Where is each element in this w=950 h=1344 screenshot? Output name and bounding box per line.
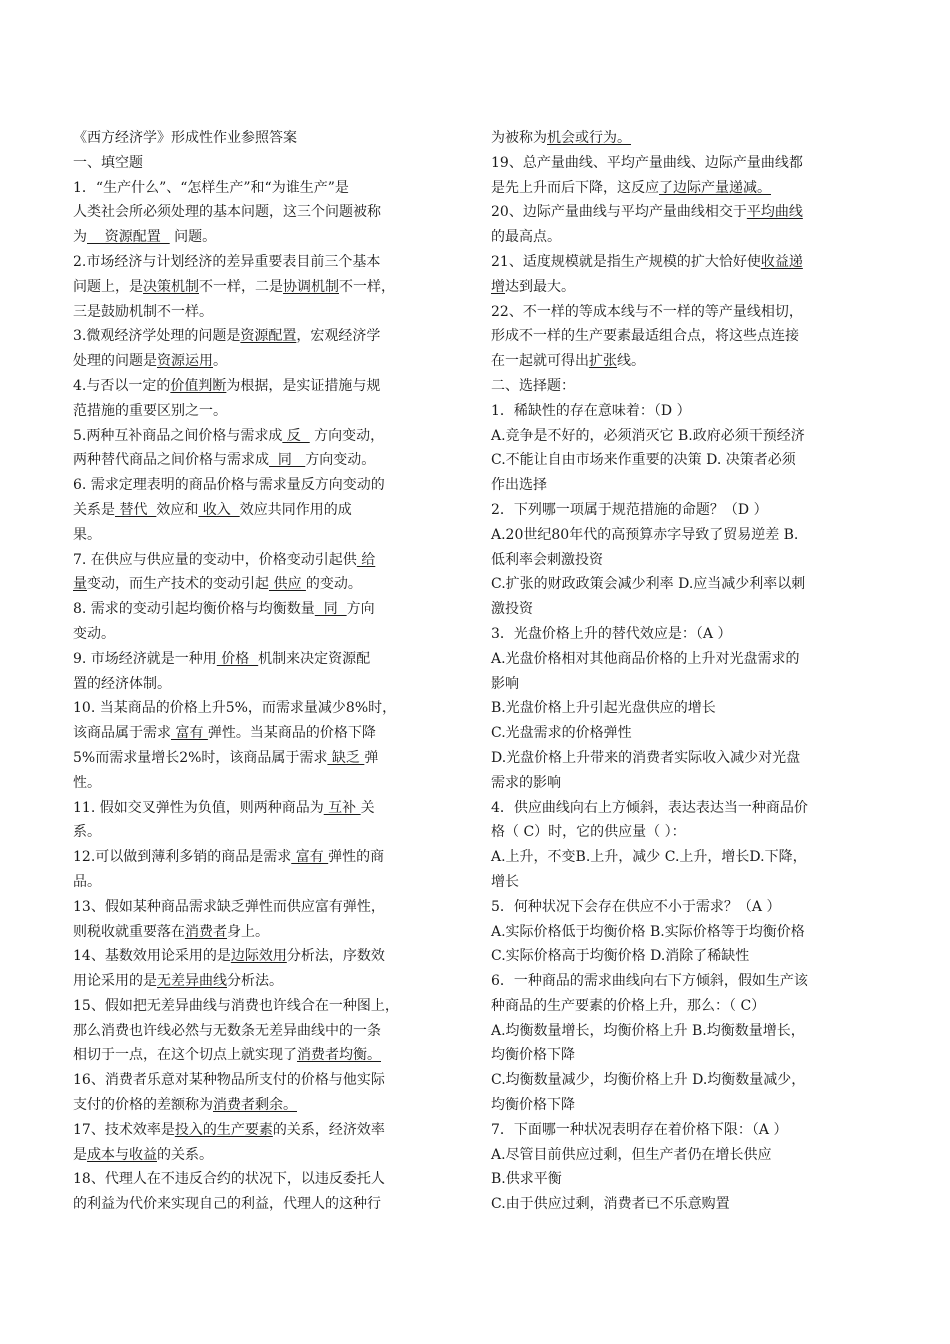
- text-line: [491, 448, 817, 473]
- text-segment: 需求的影响: [491, 774, 561, 791]
- text-line: [491, 473, 817, 498]
- text-segment: 14、基数效用论采用的是: [73, 948, 231, 965]
- text-segment: 性。: [73, 774, 101, 791]
- text-segment: B.供求平衡: [491, 1171, 562, 1188]
- text-segment: 7. 在供应与供应量的变动中，价格变动引起供: [73, 551, 357, 568]
- text-segment: 种商品的生产要素的价格上升，那么：（ C）: [491, 997, 766, 1014]
- text-line: [73, 324, 403, 349]
- text-segment: 范措施的重要区别之一。: [73, 402, 227, 419]
- text-segment: 1．稀缺性的存在意味着：（D ）: [491, 402, 691, 419]
- text-segment: 11. 假如交叉弹性为负值，则两种商品为: [73, 799, 324, 816]
- text-segment: 关: [360, 799, 375, 816]
- text-segment: A.20世纪80年代的高预算赤字导致了贸易逆差 B.: [491, 526, 799, 543]
- text-line: [491, 622, 817, 647]
- text-line: [491, 1093, 817, 1118]
- text-line: [73, 498, 403, 523]
- answer-blank: 给: [356, 551, 376, 568]
- text-segment: A.实际价格低于均衡价格 B.实际价格等于均衡价格: [491, 923, 805, 940]
- text-line: [73, 1019, 403, 1044]
- text-segment: C.实际价格高于均衡价格 D.消除了稀缺性: [491, 948, 750, 965]
- text-segment: 。: [213, 353, 227, 370]
- text-segment: 机制来决定资源配: [258, 650, 371, 667]
- text-line: [73, 969, 403, 994]
- text-segment: 10. 当某商品的价格上升5%，而需求量减少8%时，: [73, 700, 397, 717]
- answer-blank: 平均曲线: [746, 204, 803, 221]
- text-line: [491, 225, 817, 250]
- text-line: [491, 200, 817, 225]
- text-segment: 18、代理人在不违反合约的状况下，以违反委托人: [73, 1171, 385, 1188]
- text-segment: 支付的价格的差额称为: [73, 1097, 213, 1114]
- text-line: [73, 250, 403, 275]
- answer-blank: 消费者剩余。: [213, 1097, 297, 1114]
- text-segment: 增长: [491, 873, 519, 890]
- text-line: [73, 771, 403, 796]
- text-segment: 13、假如某种商品需求缺乏弹性而供应富有弹性，: [73, 898, 385, 915]
- text-line: [73, 597, 403, 622]
- text-segment: 弹性的商: [328, 849, 385, 866]
- text-segment: 变动，而生产技术的变动引起: [87, 576, 269, 593]
- text-line: [73, 746, 403, 771]
- answer-blank: 缺乏: [327, 749, 365, 766]
- text-line: [491, 1167, 817, 1192]
- text-segment: 变动。: [73, 625, 115, 642]
- text-line: [491, 151, 817, 176]
- text-segment: 的关系。: [157, 1146, 213, 1163]
- text-segment: 果。: [73, 526, 101, 543]
- text-segment: 的变动。: [305, 576, 362, 593]
- answer-blank: 消费者均衡。: [297, 1047, 381, 1064]
- text-line: [491, 597, 817, 622]
- text-line: [491, 845, 817, 870]
- text-segment: C.均衡数量减少，均衡价格上升 D.均衡数量减少，: [491, 1072, 806, 1089]
- text-segment: 效应和: [156, 501, 199, 518]
- text-segment: 方向变动，: [309, 427, 385, 444]
- text-segment: 为: [73, 229, 87, 246]
- text-line: [73, 300, 403, 325]
- text-segment: 22、不一样的等成本线与不一样的等产量线相切，: [491, 303, 803, 320]
- answer-blank: 扩张: [589, 353, 617, 370]
- text-line: [73, 349, 403, 374]
- text-line: [73, 1167, 403, 1192]
- text-segment: 不一样，二是: [199, 278, 283, 295]
- text-segment: 二、选择题：: [491, 377, 575, 394]
- text-segment: 激投资: [491, 601, 533, 618]
- text-segment: 3．光盘价格上升的替代效应是：（A ）: [491, 625, 732, 642]
- text-segment: 12.可以做到薄利多销的商品是需求: [73, 849, 292, 866]
- text-line: [73, 424, 403, 449]
- text-segment: C.扩张的财政政策会减少利率 D.应当减少利率以刺: [491, 576, 806, 593]
- answer-blank: 供应: [269, 576, 306, 593]
- text-line: [73, 176, 403, 201]
- text-line: [491, 672, 817, 697]
- text-segment: 17、技术效率是: [73, 1121, 175, 1138]
- text-segment: 不一样，: [339, 278, 395, 295]
- text-line: [73, 994, 403, 1019]
- text-line: [491, 870, 817, 895]
- text-segment: 关系是: [73, 501, 115, 518]
- text-line: [73, 1043, 403, 1068]
- text-line: [73, 820, 403, 845]
- answer-blank: 了边际产量递减。: [659, 179, 771, 196]
- answer-blank: 无差异曲线: [157, 973, 227, 990]
- text-segment: 问题上，是: [73, 278, 143, 295]
- text-line: [73, 399, 403, 424]
- answer-blank: 增: [491, 278, 505, 295]
- text-line: [73, 473, 403, 498]
- answer-blank: 决策机制: [143, 278, 199, 295]
- text-segment: 置的经济体制。: [73, 675, 171, 692]
- text-line: [491, 721, 817, 746]
- text-line: [73, 1068, 403, 1093]
- answer-blank: 机会或行为。: [547, 130, 631, 146]
- text-segment: 2．下列哪一项属于规范措施的命题？（D ）: [491, 501, 768, 518]
- text-segment: 5.两种互补商品之间价格与需求成: [73, 427, 283, 444]
- text-segment: 8. 需求的变动引起均衡价格与均衡数量: [73, 601, 315, 618]
- answer-blank: 收入: [198, 501, 240, 518]
- answer-blank: 替代: [115, 501, 157, 518]
- text-line: [491, 275, 817, 300]
- text-line: [73, 796, 403, 821]
- text-segment: 均衡价格下降: [491, 1047, 575, 1064]
- text-line: [491, 498, 817, 523]
- text-segment: 格（ C）时，它的供应量（ ）：: [491, 824, 686, 841]
- text-segment: 4.与否以一定的: [73, 377, 171, 394]
- text-line: [73, 200, 403, 225]
- text-line: [491, 324, 817, 349]
- text-segment: A.尽管目前供应过剩，但生产者仍在增长供应: [491, 1146, 772, 1163]
- text-line: [491, 647, 817, 672]
- text-line: [73, 895, 403, 920]
- answer-blank: 资源配置: [87, 229, 170, 246]
- text-segment: 3.微观经济学处理的问题是: [73, 328, 241, 345]
- text-segment: 5．何种状况下会存在供应不小于需求？（A ）: [491, 898, 781, 915]
- text-segment: 三是鼓励机制不一样。: [73, 303, 213, 320]
- text-line: [73, 126, 403, 151]
- text-segment: 在一起就可得出: [491, 353, 589, 370]
- text-segment: 4．供应曲线向右上方倾斜，表达表达当一种商品价: [491, 799, 808, 816]
- text-segment: 21、适度规模就是指生产规模的扩大恰好使: [491, 253, 761, 270]
- text-line: [491, 523, 817, 548]
- answer-blank: 资源配置: [240, 328, 297, 345]
- text-line: [491, 746, 817, 771]
- text-segment: 方向变动。: [305, 452, 376, 469]
- text-segment: 则税收就重要落在: [73, 923, 185, 940]
- text-segment: 2.市场经济与计划经济的差异重要表目前三个基本: [73, 253, 381, 270]
- text-segment: 低利率会刺激投资: [491, 551, 603, 568]
- text-segment: 《西方经济学》形成性作业参照答案: [73, 130, 297, 146]
- answer-blank: 反: [282, 427, 310, 444]
- answer-blank: 资源运用: [157, 353, 213, 370]
- text-segment: D.光盘价格上升带来的消费者实际收入减少对光盘: [491, 749, 801, 766]
- text-segment: 16、消费者乐意对某种物品所支付的价格与他实际: [73, 1072, 385, 1089]
- text-segment: C.光盘需求的价格弹性: [491, 725, 632, 742]
- text-segment: 的利益为代价来实现自己的利益，代理人的这种行: [73, 1196, 381, 1213]
- answer-blank: 互补: [323, 799, 361, 816]
- text-line: [491, 250, 817, 275]
- text-segment: A.上升，不变B.上升，减少 C.上升，增长D.下降，: [491, 849, 807, 866]
- text-segment: 6. 需求定理表明的商品价格与需求量反方向变动的: [73, 477, 385, 494]
- text-segment: 的关系，经济效率: [272, 1121, 385, 1138]
- text-segment: C.由于供应过剩，消费者已不乐意购置: [491, 1196, 730, 1213]
- text-line: [73, 870, 403, 895]
- text-line: [73, 944, 403, 969]
- answer-blank: 同: [269, 452, 306, 469]
- text-line: [491, 820, 817, 845]
- text-line: [73, 696, 403, 721]
- text-segment: 是先上升而后下降，这反应: [491, 179, 659, 196]
- text-segment: 效应共同作用的成: [239, 501, 352, 518]
- answer-blank: 协调机制: [283, 278, 339, 295]
- text-segment: 方向: [346, 601, 375, 618]
- text-segment: 身上。: [227, 923, 269, 940]
- answer-blank: 同: [314, 601, 347, 618]
- text-line: [491, 548, 817, 573]
- text-line: [491, 895, 817, 920]
- text-segment: 是: [73, 1146, 87, 1163]
- text-segment: 7．下面哪一种状况表明存在着价格下限：（A ）: [491, 1121, 788, 1138]
- text-line: [73, 225, 403, 250]
- text-segment: 相切于一点，在这个切点上就实现了: [73, 1047, 297, 1064]
- text-segment: 达到最大。: [505, 278, 575, 295]
- text-segment: 系。: [73, 824, 101, 841]
- answer-blank: 投入的生产要素: [174, 1121, 273, 1138]
- right-column: [491, 126, 817, 1217]
- text-segment: 问题。: [169, 229, 217, 246]
- text-line: [491, 1118, 817, 1143]
- text-segment: 品。: [73, 873, 101, 890]
- text-segment: A.竞争是不好的，必须消灭它 B.政府必须干预经济: [491, 427, 805, 444]
- text-line: [491, 176, 817, 201]
- text-segment: 弹性。当某商品的价格下降: [207, 725, 376, 742]
- text-line: [491, 399, 817, 424]
- text-line: [73, 920, 403, 945]
- answer-blank: 富有: [291, 849, 329, 866]
- text-line: [491, 572, 817, 597]
- text-line: [491, 696, 817, 721]
- text-segment: 分析法，序数效: [286, 948, 385, 965]
- text-line: [73, 523, 403, 548]
- text-line: [491, 300, 817, 325]
- text-line: [491, 126, 817, 151]
- text-segment: A.光盘价格相对其他商品价格的上升对光盘需求的: [491, 650, 800, 667]
- text-line: [73, 1143, 403, 1168]
- answer-blank: 量: [73, 576, 87, 593]
- text-segment: ，宏观经济学: [296, 328, 381, 345]
- text-line: [491, 994, 817, 1019]
- text-segment: 分析法。: [227, 973, 283, 990]
- text-line: [491, 1043, 817, 1068]
- text-line: [73, 647, 403, 672]
- text-segment: 1．“生产什么”、“怎样生产”和“为谁生产”是: [73, 179, 349, 196]
- text-segment: 19、总产量曲线、平均产量曲线、边际产量曲线都: [491, 154, 803, 171]
- text-segment: 处理的问题是: [73, 353, 157, 370]
- text-segment: B.光盘价格上升引起光盘供应的增长: [491, 700, 716, 717]
- text-line: [491, 920, 817, 945]
- text-line: [73, 1093, 403, 1118]
- text-line: [491, 1019, 817, 1044]
- text-line: [491, 1068, 817, 1093]
- text-line: [73, 275, 403, 300]
- text-segment: 为被称为: [491, 130, 547, 146]
- text-segment: 20、边际产量曲线与平均产量曲线相交于: [491, 204, 747, 221]
- text-segment: 一、填空题: [73, 154, 143, 171]
- text-line: [491, 424, 817, 449]
- text-line: [73, 622, 403, 647]
- text-segment: 那么消费也许线必然与无数条无差异曲线中的一条: [73, 1022, 381, 1039]
- text-segment: 形成不一样的生产要素最适组合点，将这些点连接: [491, 328, 799, 345]
- text-line: [73, 572, 403, 597]
- text-segment: A.均衡数量增长，均衡价格上升 B.均衡数量增长，: [491, 1022, 805, 1039]
- text-segment: 为根据，是实证措施与规: [226, 377, 381, 394]
- text-line: [73, 548, 403, 573]
- text-line: [73, 448, 403, 473]
- text-segment: 两种替代商品之间价格与需求成: [73, 452, 269, 469]
- text-segment: 9. 市场经济就是一种用: [73, 650, 217, 667]
- text-line: [491, 374, 817, 399]
- text-line: [491, 969, 817, 994]
- text-line: [491, 1192, 817, 1217]
- text-segment: 5%而需求量增长2%时，该商品属于需求: [73, 749, 328, 766]
- text-segment: 的最高点。: [491, 229, 561, 246]
- text-segment: 15、假如把无差异曲线与消费也许线合在一种图上，: [73, 997, 399, 1014]
- text-line: [73, 721, 403, 746]
- text-line: [491, 349, 817, 374]
- text-line: [73, 374, 403, 399]
- text-segment: 人类社会所必须处理的基本问题，这三个问题被称: [73, 204, 381, 221]
- text-segment: 该商品属于需求: [73, 725, 171, 742]
- answer-blank: 边际效用: [230, 948, 287, 965]
- text-line: [73, 1192, 403, 1217]
- text-segment: 线。: [617, 353, 645, 370]
- answer-blank: 收益递: [760, 253, 803, 270]
- answer-blank: 消费者: [185, 923, 227, 940]
- answer-blank: 成本与收益: [87, 1146, 157, 1163]
- text-segment: 作出选择: [491, 477, 547, 494]
- text-line: [491, 1143, 817, 1168]
- text-line: [73, 151, 403, 176]
- text-segment: 均衡价格下降: [491, 1097, 575, 1114]
- answer-blank: 价格: [216, 650, 259, 667]
- left-column: [73, 126, 403, 1217]
- text-line: [491, 944, 817, 969]
- text-segment: 弹: [364, 749, 379, 766]
- text-line: [491, 796, 817, 821]
- text-line: [73, 845, 403, 870]
- answer-blank: 价值判断: [170, 377, 227, 394]
- text-segment: C.不能让自由市场来作重要的决策 D. 决策者必须: [491, 452, 796, 469]
- text-line: [491, 771, 817, 796]
- text-segment: 用论采用的是: [73, 973, 157, 990]
- text-segment: 6．一种商品的需求曲线向右下方倾斜，假如生产该: [491, 973, 808, 990]
- answer-blank: 富有: [171, 725, 208, 742]
- text-line: [73, 1118, 403, 1143]
- text-segment: 影响: [491, 675, 519, 692]
- text-line: [73, 672, 403, 697]
